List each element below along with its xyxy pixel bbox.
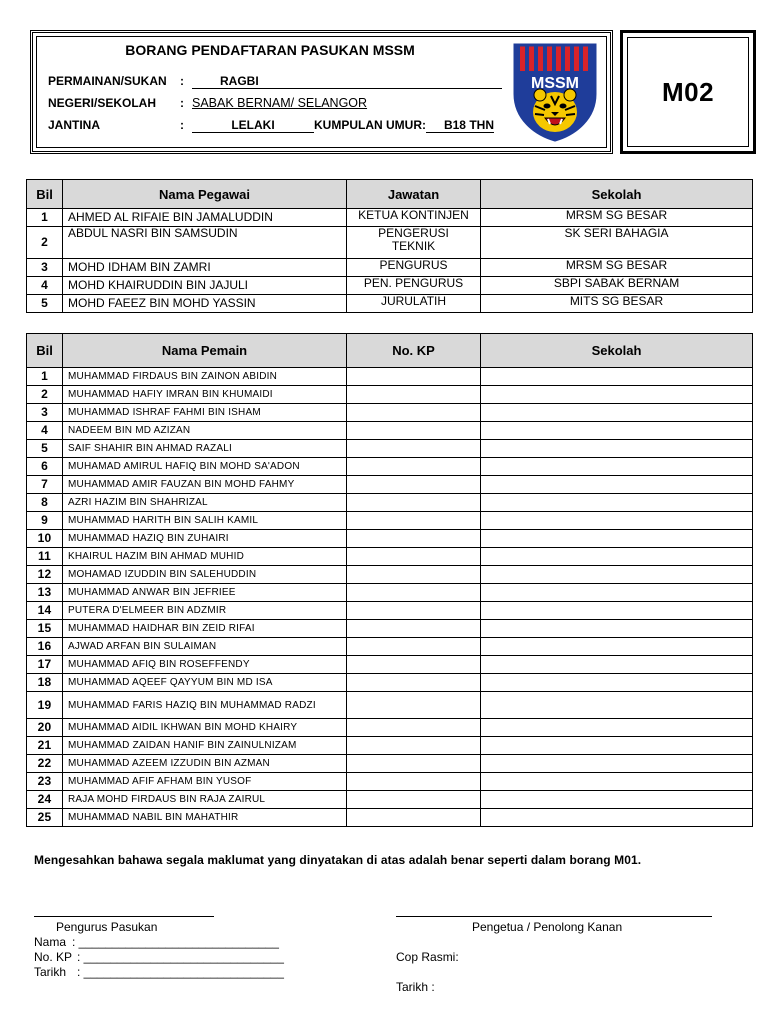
official-row [27,259,753,277]
official-name: MOHD FAEEZ BIN MOHD YASSIN [63,295,347,313]
player-sekolah [481,692,753,719]
player-nokp [347,656,481,674]
col-bil: Bil [27,180,63,209]
field-permainan: PERMAINAN/SUKAN : RAGBI [48,74,502,89]
player-row [27,440,753,458]
player-nokp [347,584,481,602]
col-no-kp: No. KP [347,334,481,368]
player-bil: 23 [27,773,63,791]
player-row [27,368,753,386]
player-bil: 10 [27,530,63,548]
official-bil: 4 [27,277,63,295]
player-nokp [347,530,481,548]
official-bil: 2 [27,227,63,259]
official-jawatan: PENGERUSI TEKNIK [347,227,481,259]
player-bil: 6 [27,458,63,476]
player-bil: 22 [27,755,63,773]
official-row [27,277,753,295]
player-name: MUHAMMAD AZEEM IZZUDIN BIN AZMAN [63,755,347,773]
nokp-blank: : ______________________________ [77,950,284,964]
player-bil: 12 [27,566,63,584]
official-sekolah: SBPI SABAK BERNAM [481,277,753,295]
player-bil: 9 [27,512,63,530]
player-name: MUHAMMAD FARIS HAZIQ BIN MUHAMMAD RADZI [63,692,347,719]
col-nama-pemain: Nama Pemain [63,334,347,368]
player-name: MUHAMMAD AFIF AFHAM BIN YUSOF [63,773,347,791]
player-sekolah [481,494,753,512]
players-header-row [27,334,753,368]
player-bil: 13 [27,584,63,602]
player-row [27,674,753,692]
player-name: MUHAMMAD HARITH BIN SALIH KAMIL [63,512,347,530]
official-sekolah: MRSM SG BESAR [481,209,753,227]
player-name: MUHAMMAD AQEEF QAYYUM BIN MD ISA [63,674,347,692]
official-bil: 5 [27,295,63,313]
player-name: MUHAMMAD AFIQ BIN ROSEFFENDY [63,656,347,674]
player-nokp [347,809,481,827]
left-signature-line [34,916,214,917]
player-sekolah [481,548,753,566]
player-nokp [347,494,481,512]
official-jawatan: KETUA KONTINJEN [347,209,481,227]
player-nokp [347,404,481,422]
player-name: MUHAMMAD FIRDAUS BIN ZAINON ABIDIN [63,368,347,386]
player-name: RAJA MOHD FIRDAUS BIN RAJA ZAIRUL [63,791,347,809]
player-nokp [347,602,481,620]
player-bil: 16 [27,638,63,656]
col-jawatan: Jawatan [347,180,481,209]
player-sekolah [481,602,753,620]
official-jawatan: JURULATIH [347,295,481,313]
player-name: MUHAMMAD HAZIQ BIN ZUHAIRI [63,530,347,548]
nama-blank: : ______________________________ [72,935,279,949]
player-sekolah [481,476,753,494]
player-sekolah [481,737,753,755]
official-row [27,209,753,227]
player-name: NADEEM BIN MD AZIZAN [63,422,347,440]
player-bil: 11 [27,548,63,566]
player-row [27,773,753,791]
player-sekolah [481,368,753,386]
right-signature-title: Pengetua / Penolong Kanan [472,920,623,934]
col-sekolah: Sekolah [481,180,753,209]
official-bil: 1 [27,209,63,227]
form-code-box [620,30,756,154]
player-row [27,494,753,512]
official-name: ABDUL NASRI BIN SAMSUDIN [63,227,347,259]
left-signature-title: Pengurus Pasukan [56,920,158,934]
player-nokp [347,512,481,530]
player-nokp [347,692,481,719]
player-row [27,458,753,476]
player-name: SAIF SHAHIR BIN AHMAD RAZALI [63,440,347,458]
player-name: MOHAMAD IZUDDIN BIN SALEHUDDIN [63,566,347,584]
player-name: MUHAMMAD ZAIDAN HANIF BIN ZAINULNIZAM [63,737,347,755]
player-sekolah [481,584,753,602]
tiger-head [533,89,577,132]
player-sekolah [481,512,753,530]
player-sekolah [481,791,753,809]
player-bil: 14 [27,602,63,620]
negeri-label: NEGERI/SEKOLAH [48,96,157,110]
player-sekolah [481,440,753,458]
tarikh-label: Tarikh [34,965,67,979]
official-row [27,227,753,259]
official-name: AHMED AL RIFAIE BIN JAMALUDDIN [63,209,347,227]
tarikh-blank: : ______________________________ [77,965,284,979]
player-sekolah [481,656,753,674]
player-nokp [347,755,481,773]
player-nokp [347,458,481,476]
jantina-value: LELAKI [192,118,314,133]
player-row [27,809,753,827]
player-row [27,656,753,674]
player-name: AJWAD ARFAN BIN SULAIMAN [63,638,347,656]
player-name: MUHAMMAD HAIDHAR BIN ZEID RIFAI [63,620,347,638]
player-bil: 1 [27,368,63,386]
tarikh-row [34,965,284,979]
player-name: KHAIRUL HAZIM BIN AHMAD MUHID [63,548,347,566]
player-bil: 19 [27,692,63,719]
player-row [27,692,753,719]
right-tarikh-label: Tarikh : [396,980,435,994]
player-bil: 7 [27,476,63,494]
player-row [27,386,753,404]
player-sekolah [481,530,753,548]
form-code: M02 [661,77,715,107]
player-sekolah [481,386,753,404]
kumpulan-label: KUMPULAN UMUR: [314,118,426,132]
player-name: PUTERA D'ELMEER BIN ADZMIR [63,602,347,620]
player-name: MUHAMMAD AMIR FAUZAN BIN MOHD FAHMY [63,476,347,494]
player-sekolah [481,674,753,692]
player-nokp [347,422,481,440]
nama-label: Nama [34,935,67,949]
player-name: AZRI HAZIM BIN SHAHRIZAL [63,494,347,512]
mssm-logo [512,42,598,142]
player-row [27,512,753,530]
player-nokp [347,548,481,566]
right-signature-line [396,916,712,917]
nokp-label: No. KP [34,950,73,964]
player-bil: 25 [27,809,63,827]
player-row [27,548,753,566]
player-name: MUHAMMAD HAFIY IMRAN BIN KHUMAIDI [63,386,347,404]
player-sekolah [481,773,753,791]
player-nokp [347,620,481,638]
col-sekolah: Sekolah [481,334,753,368]
player-nokp [347,440,481,458]
player-sekolah [481,566,753,584]
field-negeri: NEGERI/SEKOLAH : SABAK BERNAM/ SELANGOR [48,96,368,110]
player-nokp [347,791,481,809]
player-row [27,791,753,809]
player-row [27,530,753,548]
player-bil: 20 [27,719,63,737]
negeri-value: SABAK BERNAM/ SELANGOR [192,96,368,110]
player-name: MUHAMAD AMIRUL HAFIQ BIN MOHD SA'ADON [63,458,347,476]
player-sekolah [481,755,753,773]
player-row [27,422,753,440]
player-sekolah [481,458,753,476]
col-bil: Bil [27,334,63,368]
officials-header-row [27,180,753,209]
official-row [27,295,753,313]
players-table [26,333,753,827]
player-row [27,737,753,755]
player-sekolah [481,404,753,422]
official-jawatan: PEN. PENGURUS [347,277,481,295]
player-sekolah [481,422,753,440]
player-row [27,755,753,773]
official-name: MOHD KHAIRUDDIN BIN JAJULI [63,277,347,295]
player-sekolah [481,809,753,827]
player-sekolah [481,620,753,638]
official-sekolah: MRSM SG BESAR [481,259,753,277]
player-row [27,638,753,656]
player-nokp [347,719,481,737]
permainan-value: RAGBI [220,74,259,88]
player-name: MUHAMMAD ANWAR BIN JEFRIEE [63,584,347,602]
player-bil: 4 [27,422,63,440]
player-name: MUHAMMAD ISHRAF FAHMI BIN ISHAM [63,404,347,422]
official-bil: 3 [27,259,63,277]
nama-row [34,935,279,949]
logo-text: MSSM [531,75,579,92]
player-bil: 18 [27,674,63,692]
player-row [27,584,753,602]
player-name: MUHAMMAD AIDIL IKHWAN BIN MOHD KHAIRY [63,719,347,737]
player-nokp [347,737,481,755]
form-title: BORANG PENDAFTARAN PASUKAN MSSM [125,42,415,58]
field-jantina: JANTINA : LELAKI KUMPULAN UMUR: B18 THN [48,118,494,132]
player-row [27,602,753,620]
player-nokp [347,386,481,404]
player-bil: 2 [27,386,63,404]
official-name: MOHD IDHAM BIN ZAMRI [63,259,347,277]
player-bil: 24 [27,791,63,809]
official-sekolah: MITS SG BESAR [481,295,753,313]
player-row [27,566,753,584]
player-nokp [347,773,481,791]
col-nama-pegawai: Nama Pegawai [63,180,347,209]
cop-rasmi-label: Cop Rasmi: [396,950,459,964]
confirmation-statement: Mengesahkan bahawa segala maklumat yang dinyatakan di atas adalah benar seperti dalam borang M01. [34,853,642,867]
player-bil: 5 [27,440,63,458]
officials-table [26,179,753,313]
player-nokp [347,368,481,386]
player-sekolah [481,719,753,737]
nokp-row [34,950,284,964]
player-bil: 21 [27,737,63,755]
player-row [27,476,753,494]
player-row [27,719,753,737]
player-bil: 17 [27,656,63,674]
player-nokp [347,566,481,584]
player-row [27,620,753,638]
player-name: MUHAMMAD NABIL BIN MAHATHIR [63,809,347,827]
player-row [27,404,753,422]
permainan-label: PERMAINAN/SUKAN [48,74,167,88]
player-nokp [347,476,481,494]
jantina-label: JANTINA [48,118,101,132]
player-nokp [347,638,481,656]
official-sekolah: SK SERI BAHAGIA [481,227,753,259]
player-sekolah [481,638,753,656]
player-bil: 3 [27,404,63,422]
player-nokp [347,674,481,692]
player-bil: 15 [27,620,63,638]
kumpulan-value: B18 THN [426,118,494,133]
official-jawatan: PENGURUS [347,259,481,277]
player-bil: 8 [27,494,63,512]
